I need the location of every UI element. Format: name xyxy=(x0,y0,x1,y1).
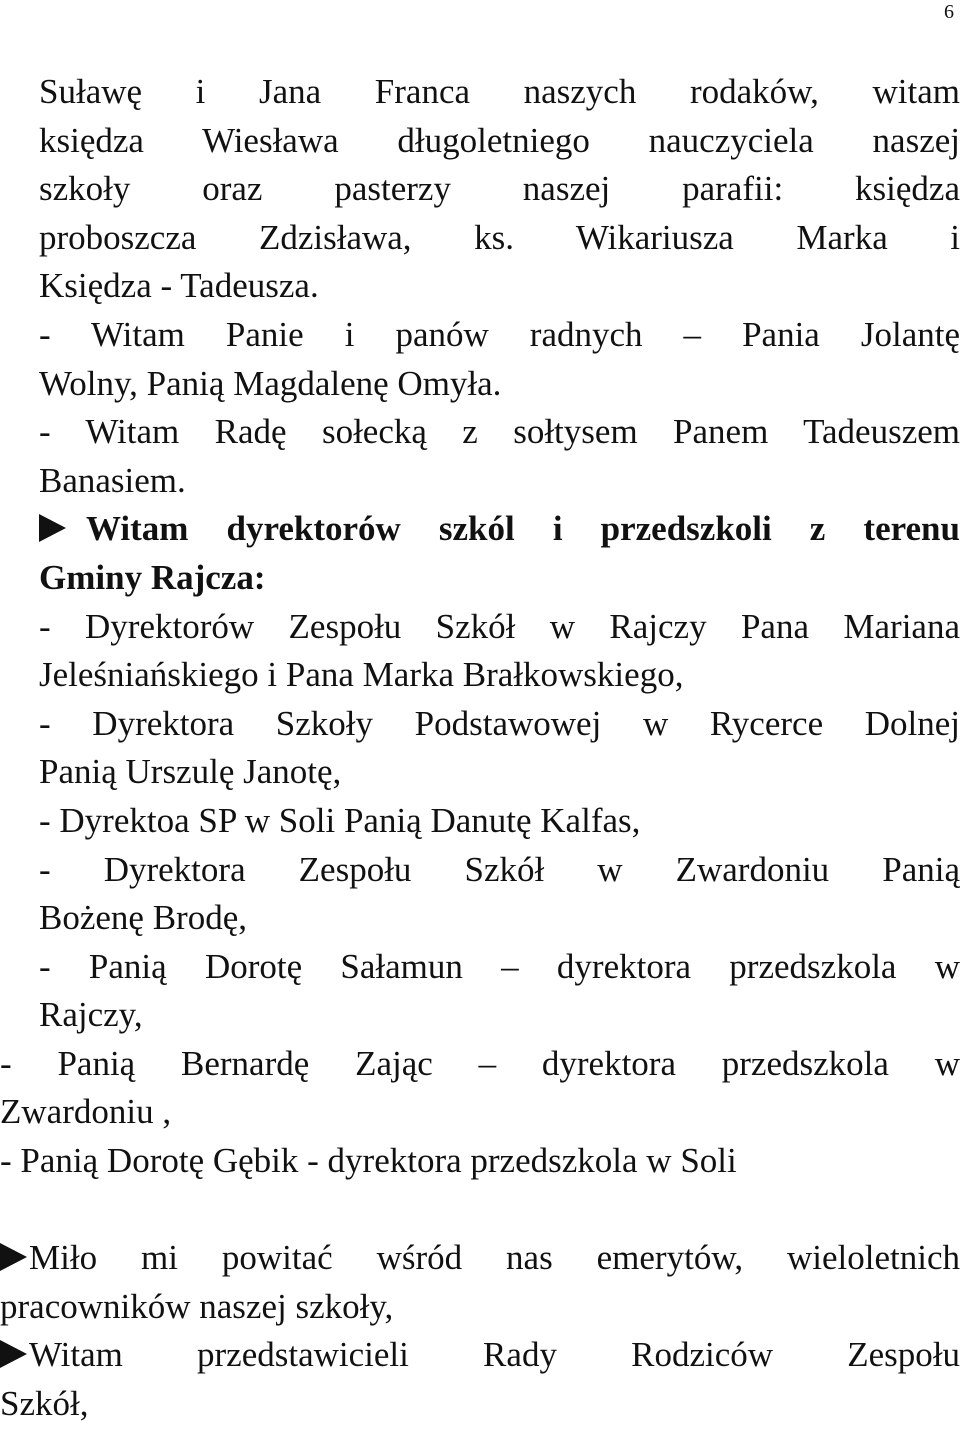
document-body xyxy=(0,68,960,1429)
bullet-text: Witam przedstawicieli Rady Rodziców Zespołu xyxy=(29,1335,960,1375)
text-line: - Dyrektora Szkoły Podstawowej w Rycerce Dolnej xyxy=(39,703,960,743)
text-line: Jeleśniańskiego i Pana Marka Brałkowskiego, xyxy=(39,655,684,695)
bullet-text: Witam dyrektorów szkól i przedszkoli z terenu xyxy=(86,509,960,549)
text-line: Wolny, Panią Magdalenę Omyła. xyxy=(39,363,502,403)
text-line: Banasiem. xyxy=(39,460,186,500)
bullet-line xyxy=(0,1331,960,1380)
text-line: Suławę i Jana Franca naszych rodaków, witam xyxy=(39,72,960,111)
text-line: Szkół, xyxy=(0,1384,89,1424)
text-line: - Witam Panie i panów radnych – Pania Jolantę xyxy=(39,314,960,354)
triangle-right-icon xyxy=(0,1340,27,1368)
text-line: Księdza - Tadeusza. xyxy=(39,266,319,306)
text-line: - Dyrektora Zespołu Szkół w Zwardoniu Panią xyxy=(39,849,960,889)
text-line: - Panią Bernardę Zając – dyrektora przedszkola w xyxy=(0,1043,960,1083)
bullet-line xyxy=(0,505,960,554)
text-line: - Witam Radę sołecką z sołtysem Panem Tadeuszem xyxy=(39,412,960,452)
bullet-text: Miło mi powitać wśród nas emerytów, wieloletnich xyxy=(29,1238,960,1278)
text-line: Bożenę Brodę, xyxy=(39,898,247,938)
text-line: Gminy Rajcza: xyxy=(39,557,266,597)
paragraph-spacer xyxy=(0,1186,960,1235)
text-line: szkoły oraz pasterzy naszej parafii: księdza xyxy=(39,169,960,209)
text-line: Rajczy, xyxy=(39,995,143,1035)
text-line: księdza Wiesława długoletniego nauczyciela naszej xyxy=(39,120,960,160)
text-line: - Panią Dorotę Gębik - dyrektora przedszkola w Soli xyxy=(0,1141,737,1181)
text-line: Panią Urszulę Janotę, xyxy=(39,752,342,792)
text-line: proboszcza Zdzisława, ks. Wikariusza Marka i xyxy=(39,217,960,257)
text-line: - Panią Dorotę Sałamun – dyrektora przedszkola w xyxy=(39,946,960,986)
text-line: Zwardoniu , xyxy=(0,1092,172,1132)
page-number: 6 xyxy=(944,1,954,23)
triangle-right-icon xyxy=(39,514,66,542)
text-line: - Dyrektoa SP w Soli Panią Danutę Kalfas, xyxy=(39,800,641,840)
text-line: pracowników naszej szkoły, xyxy=(0,1286,394,1326)
text-line: - Dyrektorów Zespołu Szkół w Rajczy Pana Mariana xyxy=(39,606,960,646)
bullet-line xyxy=(0,1234,960,1283)
triangle-right-icon xyxy=(0,1243,27,1271)
